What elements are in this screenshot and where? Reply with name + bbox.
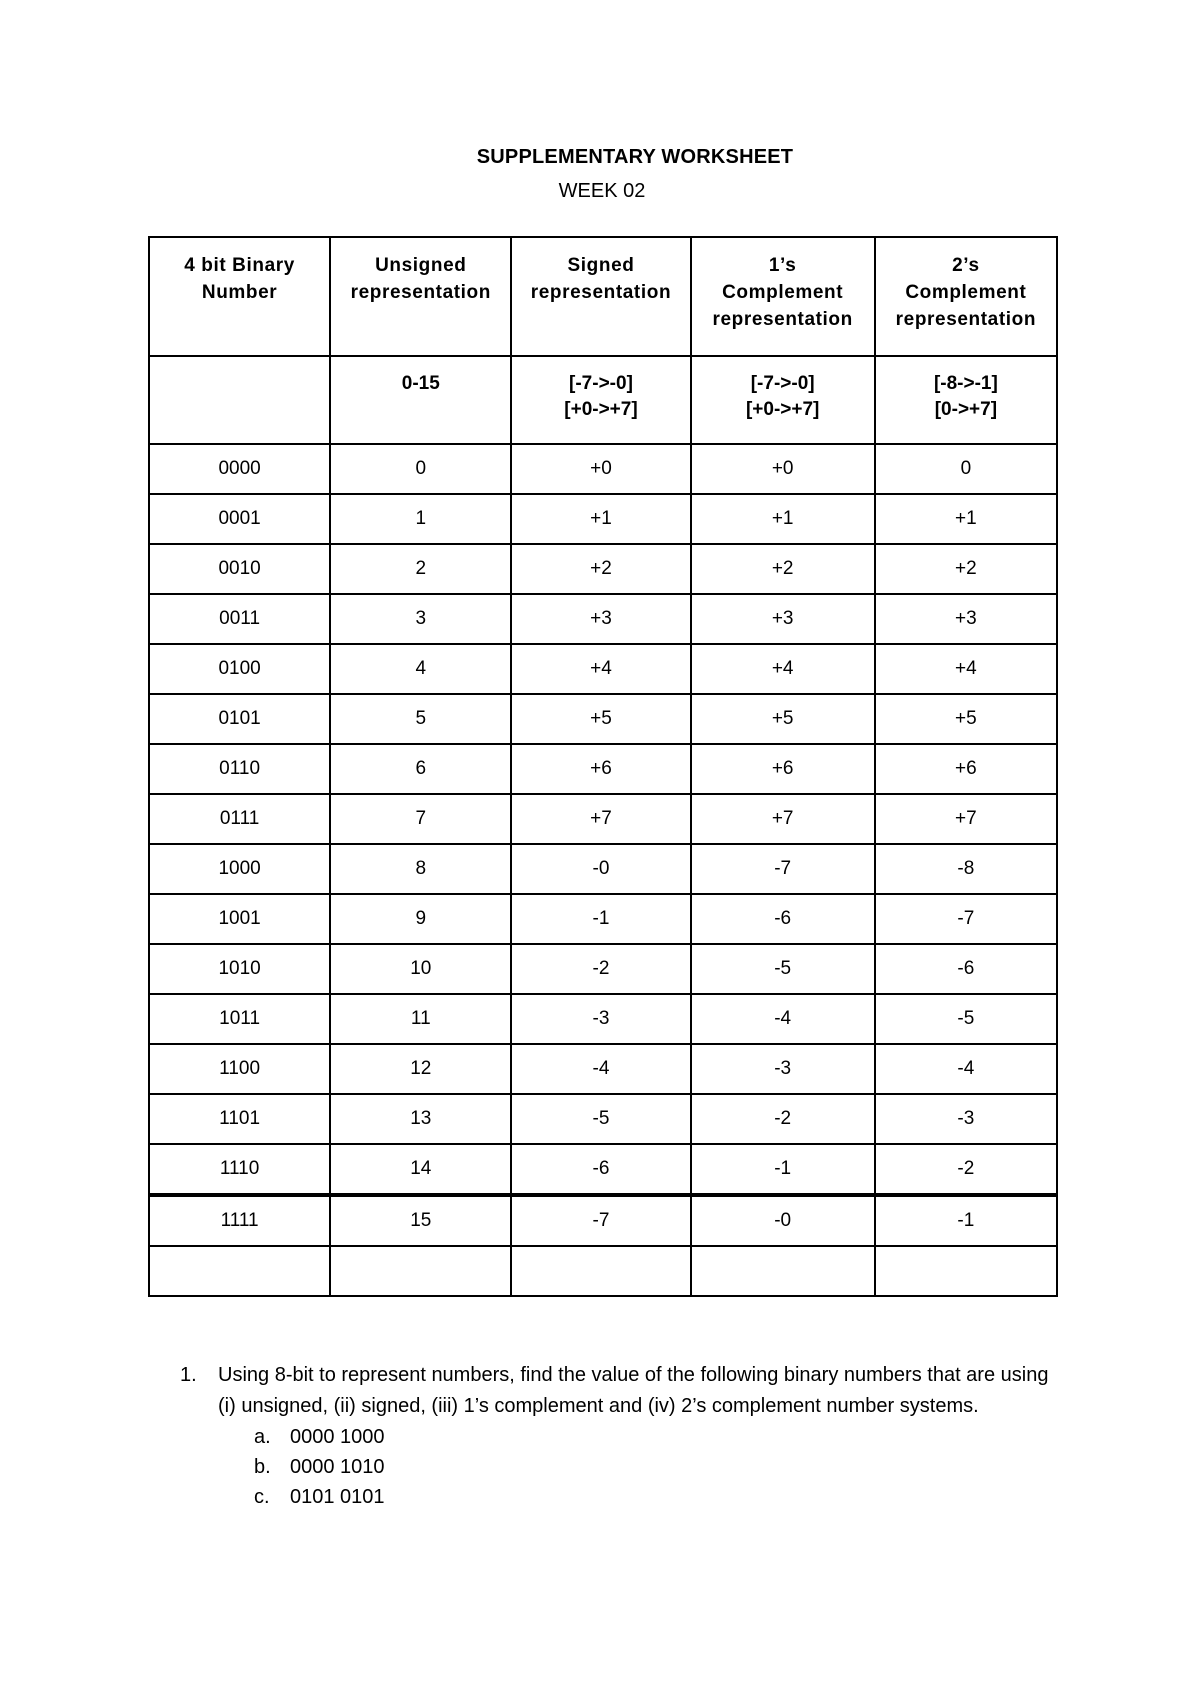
- range-cell-twos-complement: [875, 356, 1057, 444]
- header-line: 2’s: [952, 255, 980, 276]
- table-row: [149, 944, 1057, 994]
- header-line: Complement: [722, 282, 844, 303]
- cell-binary: 1000: [149, 844, 330, 894]
- cell-signed: -6: [511, 1144, 690, 1195]
- cell-twos-complement: -1: [875, 1195, 1057, 1246]
- header-line: 1’s: [768, 255, 797, 276]
- header-line: representation: [895, 309, 1037, 330]
- item-value: 0000 1000: [290, 1426, 385, 1448]
- range-line: [-7->-0]: [569, 373, 633, 394]
- empty-cell-binary: [149, 1246, 330, 1296]
- cell-ones-complement: -7: [691, 844, 875, 894]
- cell-signed: -0: [511, 844, 690, 894]
- empty-cell-ones-complement: [691, 1246, 875, 1296]
- cell-ones-complement: -0: [691, 1195, 875, 1246]
- question-text: Using 8-bit to represent numbers, find the value of the following binary numbers that are using (i) unsigned, (ii) signed, (iii) 1’s complement and (iv) 2’s complement number systems.: [218, 1364, 1049, 1417]
- cell-unsigned: 10: [330, 944, 511, 994]
- cell-signed: +3: [511, 594, 690, 644]
- range-cell-ones-complement: [691, 356, 875, 444]
- empty-row: [149, 1246, 1057, 1296]
- cell-unsigned: 13: [330, 1094, 511, 1144]
- week-label: WEEK 02: [558, 180, 646, 202]
- cell-ones-complement: +2: [691, 544, 875, 594]
- table-row: [149, 1094, 1057, 1144]
- table-row: [149, 444, 1057, 494]
- cell-unsigned: 7: [330, 794, 511, 844]
- cell-ones-complement: +0: [691, 444, 875, 494]
- cell-twos-complement: -4: [875, 1044, 1057, 1094]
- table-row: [149, 1044, 1057, 1094]
- cell-signed: -5: [511, 1094, 690, 1144]
- range-line: [0->+7]: [934, 399, 998, 420]
- cell-twos-complement: +1: [875, 494, 1057, 544]
- cell-binary: 0101: [149, 694, 330, 744]
- header-line: Unsigned: [375, 255, 467, 276]
- cell-binary: 0001: [149, 494, 330, 544]
- table-row: [149, 994, 1057, 1044]
- item-letter: a.: [254, 1426, 271, 1448]
- cell-binary: 0011: [149, 594, 330, 644]
- table-row: [149, 644, 1057, 694]
- header-unsigned: [330, 237, 511, 356]
- cell-twos-complement: +5: [875, 694, 1057, 744]
- cell-signed: -7: [511, 1195, 690, 1246]
- cell-signed: -2: [511, 944, 690, 994]
- header-line: Number: [201, 282, 278, 303]
- item-value: 0101 0101: [290, 1486, 385, 1508]
- table-row: [149, 1195, 1057, 1246]
- header-line: Complement: [905, 282, 1027, 303]
- cell-unsigned: 14: [330, 1144, 511, 1195]
- cell-twos-complement: -7: [875, 894, 1057, 944]
- cell-twos-complement: -8: [875, 844, 1057, 894]
- cell-ones-complement: +7: [691, 794, 875, 844]
- header-line: 4 bit Binary: [184, 255, 295, 276]
- header-ones-complement: [691, 237, 875, 356]
- cell-binary: 1011: [149, 994, 330, 1044]
- cell-signed: +5: [511, 694, 690, 744]
- range-line: [+0->+7]: [745, 399, 820, 420]
- question-sublist: [254, 1422, 1060, 1512]
- cell-ones-complement: -5: [691, 944, 875, 994]
- header-signed: [511, 237, 690, 356]
- range-cell-unsigned: [330, 356, 511, 444]
- question-number: 1.: [180, 1364, 197, 1386]
- cell-twos-complement: -6: [875, 944, 1057, 994]
- cell-unsigned: 12: [330, 1044, 511, 1094]
- cell-twos-complement: +6: [875, 744, 1057, 794]
- cell-binary: 0110: [149, 744, 330, 794]
- cell-binary: 1101: [149, 1094, 330, 1144]
- range-line: 0-15: [401, 373, 440, 394]
- cell-ones-complement: +1: [691, 494, 875, 544]
- item-letter: c.: [254, 1486, 270, 1508]
- cell-binary: 0000: [149, 444, 330, 494]
- range-row: [149, 356, 1057, 444]
- range-cell-binary: [149, 356, 330, 444]
- table-row: [149, 544, 1057, 594]
- header-line: representation: [712, 309, 853, 330]
- cell-signed: +2: [511, 544, 690, 594]
- binary-representation-table: [148, 236, 1058, 1297]
- list-item: [254, 1482, 1060, 1512]
- cell-unsigned: 11: [330, 994, 511, 1044]
- empty-cell-twos-complement: [875, 1246, 1057, 1296]
- cell-twos-complement: +3: [875, 594, 1057, 644]
- cell-signed: +4: [511, 644, 690, 694]
- cell-binary: 0010: [149, 544, 330, 594]
- cell-ones-complement: +4: [691, 644, 875, 694]
- cell-ones-complement: -6: [691, 894, 875, 944]
- cell-twos-complement: -5: [875, 994, 1057, 1044]
- header-binary-number: [149, 237, 330, 356]
- header-line: Signed: [567, 255, 635, 276]
- cell-signed: -1: [511, 894, 690, 944]
- cell-ones-complement: +6: [691, 744, 875, 794]
- table-row: [149, 694, 1057, 744]
- table-row: [149, 744, 1057, 794]
- cell-binary: 0111: [149, 794, 330, 844]
- cell-unsigned: 0: [330, 444, 511, 494]
- cell-twos-complement: -3: [875, 1094, 1057, 1144]
- empty-cell-unsigned: [330, 1246, 511, 1296]
- question-1: [180, 1360, 1060, 1512]
- range-line: [+0->+7]: [564, 399, 638, 420]
- header-line: representation: [350, 282, 491, 303]
- cell-ones-complement: -1: [691, 1144, 875, 1195]
- cell-twos-complement: -2: [875, 1144, 1057, 1195]
- cell-unsigned: 6: [330, 744, 511, 794]
- cell-ones-complement: -3: [691, 1044, 875, 1094]
- item-value: 0000 1010: [290, 1456, 385, 1478]
- table-row: [149, 844, 1057, 894]
- worksheet-title: SUPPLEMENTARY WORKSHEET: [476, 146, 794, 168]
- table-row: [149, 494, 1057, 544]
- cell-signed: +7: [511, 794, 690, 844]
- table-row: [149, 894, 1057, 944]
- range-cell-signed: [511, 356, 690, 444]
- cell-binary: 0100: [149, 644, 330, 694]
- cell-ones-complement: +5: [691, 694, 875, 744]
- cell-binary: 1100: [149, 1044, 330, 1094]
- table-row: [149, 1144, 1057, 1195]
- cell-twos-complement: 0: [875, 444, 1057, 494]
- range-line: [-7->-0]: [750, 373, 815, 394]
- cell-unsigned: 5: [330, 694, 511, 744]
- cell-binary: 1001: [149, 894, 330, 944]
- cell-unsigned: 4: [330, 644, 511, 694]
- cell-twos-complement: +4: [875, 644, 1057, 694]
- cell-unsigned: 15: [330, 1195, 511, 1246]
- list-item: [254, 1452, 1060, 1482]
- cell-unsigned: 3: [330, 594, 511, 644]
- list-item: [254, 1422, 1060, 1452]
- cell-signed: +1: [511, 494, 690, 544]
- cell-unsigned: 8: [330, 844, 511, 894]
- worksheet-subtitle: [0, 180, 1200, 203]
- item-letter: b.: [254, 1456, 271, 1478]
- cell-unsigned: 2: [330, 544, 511, 594]
- cell-ones-complement: -2: [691, 1094, 875, 1144]
- cell-signed: -4: [511, 1044, 690, 1094]
- cell-signed: +0: [511, 444, 690, 494]
- range-line: [-8->-1]: [933, 373, 998, 394]
- cell-twos-complement: +2: [875, 544, 1057, 594]
- cell-binary: 1110: [149, 1144, 330, 1195]
- cell-unsigned: 9: [330, 894, 511, 944]
- cell-binary: 1010: [149, 944, 330, 994]
- table-row: [149, 594, 1057, 644]
- cell-signed: +6: [511, 744, 690, 794]
- empty-cell-signed: [511, 1246, 690, 1296]
- table-row: [149, 794, 1057, 844]
- cell-unsigned: 1: [330, 494, 511, 544]
- cell-binary: 1111: [149, 1195, 330, 1246]
- cell-signed: -3: [511, 994, 690, 1044]
- cell-twos-complement: +7: [875, 794, 1057, 844]
- header-line: representation: [530, 282, 672, 303]
- header-twos-complement: [875, 237, 1057, 356]
- cell-ones-complement: -4: [691, 994, 875, 1044]
- cell-ones-complement: +3: [691, 594, 875, 644]
- table-header-row: [149, 237, 1057, 356]
